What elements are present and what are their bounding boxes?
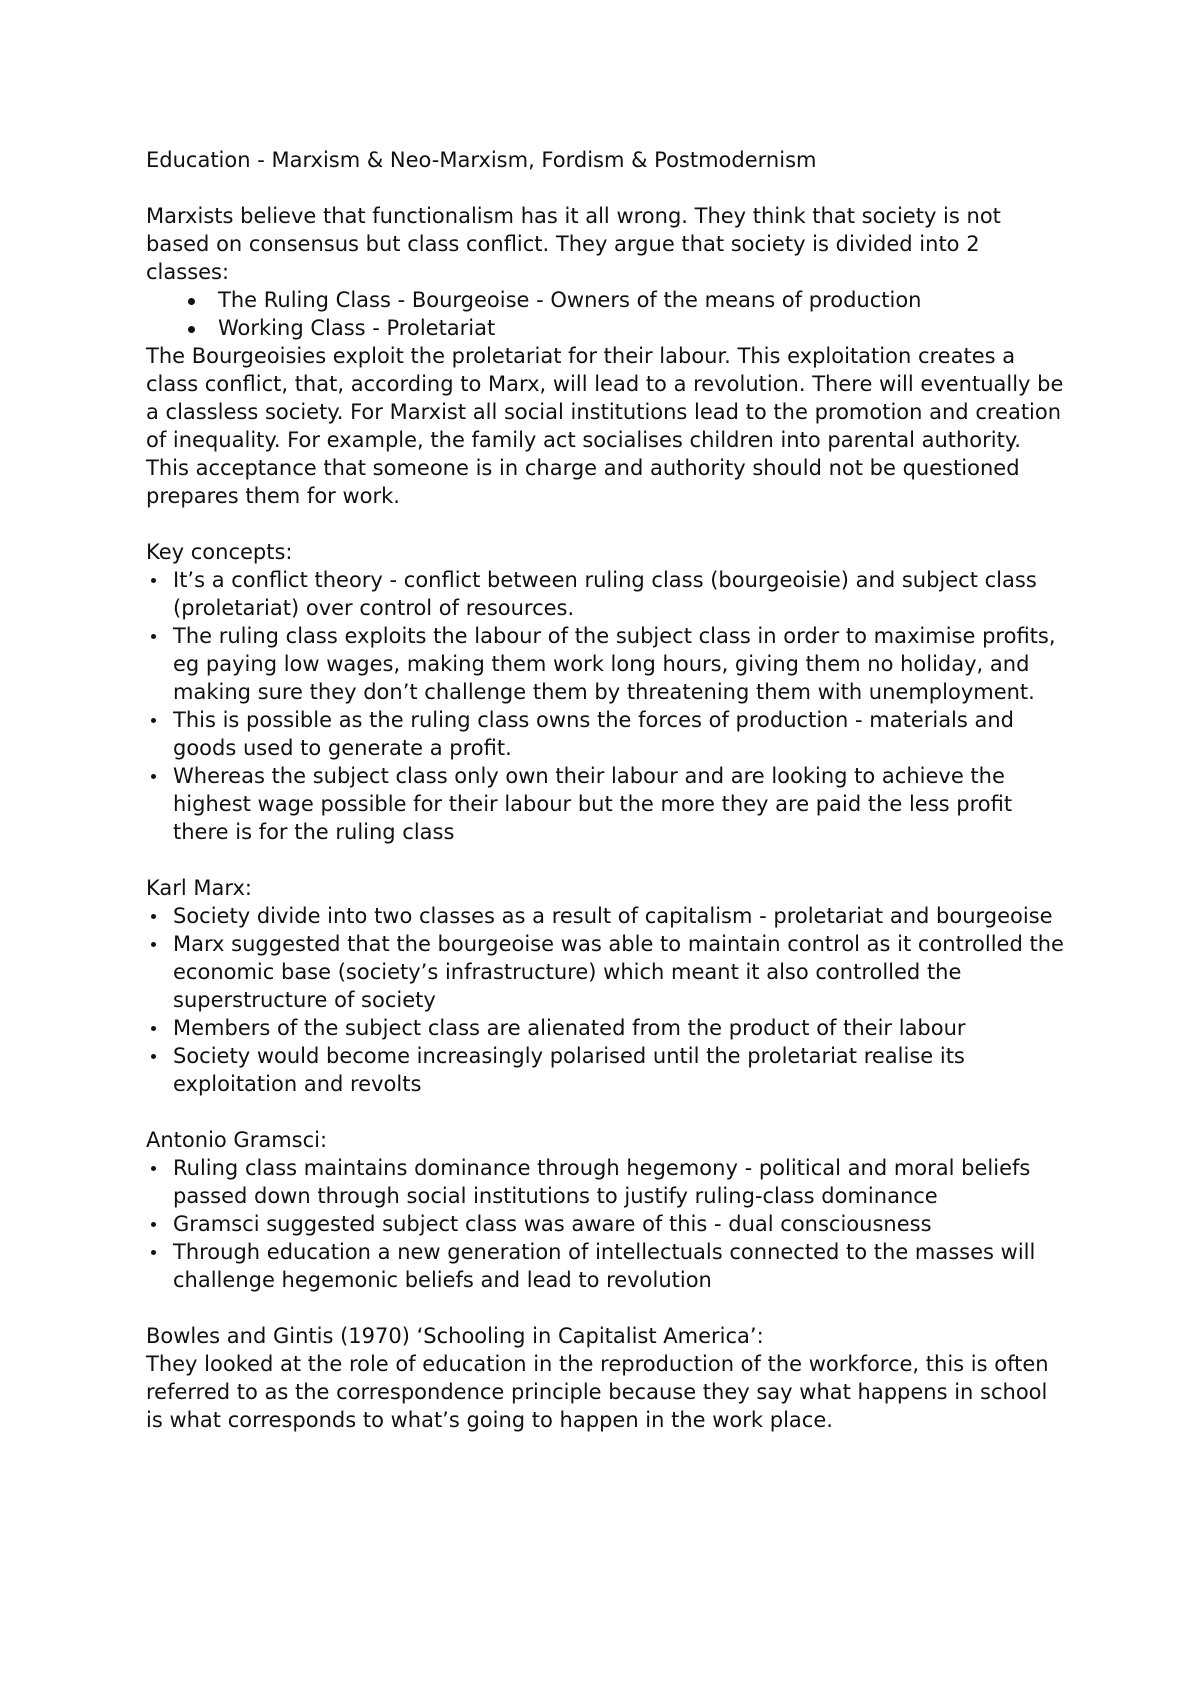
bullet-icon	[151, 1222, 156, 1227]
gramsci-text: Gramsci suggested subject class was aware of this - dual consciousness	[173, 1212, 932, 1236]
class-list-item	[146, 286, 1066, 314]
document-content	[146, 146, 1066, 1434]
gramsci-text: Ruling class maintains dominance through hegemony - political and moral beliefs passed down through social institutions to justify ruling-class dominance	[173, 1156, 1031, 1208]
gramsci-section	[146, 1126, 1066, 1294]
key-concept-text: It’s a conflict theory - conflict between ruling class (bourgeoisie) and subject class (proletariat) over control of resources.	[173, 568, 1037, 620]
exploitation-paragraph: The Bourgeoisies exploit the proletariat for their labour. This exploitation creates a class conflict, that, according to Marx, will lead to a revolution. There will eventually be a classless society. For Marxist all social institutions lead to the promotion and creation of inequality. For example, the family act socialises children into parental authority. This acceptance that someone is in charge and authority should not be questioned prepares them for work.	[146, 344, 1064, 508]
key-concept-item	[146, 762, 1066, 846]
bullet-icon	[151, 1026, 156, 1031]
gramsci-list	[146, 1154, 1066, 1294]
bullet-icon	[188, 326, 195, 333]
key-concept-text: This is possible as the ruling class owns the forces of production - materials and goods used to generate a profit.	[173, 708, 1015, 760]
bullet-icon	[151, 942, 156, 947]
key-concept-item	[146, 622, 1066, 706]
key-concepts-heading: Key concepts:	[146, 540, 293, 564]
key-concept-item	[146, 566, 1066, 622]
key-concepts-section	[146, 538, 1066, 846]
karl-marx-item	[146, 902, 1066, 930]
bullet-icon	[151, 1250, 156, 1255]
karl-marx-item	[146, 1042, 1066, 1098]
key-concept-text: The ruling class exploits the labour of the subject class in order to maximise profits, eg paying low wages, making them work long hours, giving them no holiday, and making sure they don’t challenge them by threatening them with unemployment.	[173, 624, 1056, 704]
class-list-item	[146, 314, 1066, 342]
bowles-gintis-heading: Bowles and Gintis (1970) ‘Schooling in Capitalist America’:	[146, 1324, 764, 1348]
karl-marx-item	[146, 930, 1066, 1014]
bowles-gintis-paragraph: They looked at the role of education in the reproduction of the workforce, this is often referred to as the correspondence principle because they say what happens in school is what corresponds to what’s going to happen in the work place.	[146, 1352, 1049, 1432]
bullet-icon	[151, 914, 156, 919]
gramsci-heading: Antonio Gramsci:	[146, 1128, 328, 1152]
key-concept-item	[146, 706, 1066, 762]
bullet-icon	[188, 298, 195, 305]
karl-marx-list	[146, 902, 1066, 1098]
bullet-icon	[151, 1054, 156, 1059]
gramsci-item	[146, 1238, 1066, 1294]
document-title: Education - Marxism & Neo-Marxism, Fordism & Postmodernism	[146, 148, 817, 172]
class-list-item-text: Working Class - Proletariat	[218, 316, 496, 340]
karl-marx-text: Marx suggested that the bourgeoise was able to maintain control as it controlled the economic base (society’s infrastructure) which meant it also controlled the superstructure of society	[173, 932, 1064, 1012]
gramsci-item	[146, 1210, 1066, 1238]
bullet-icon	[151, 1166, 156, 1171]
key-concept-text: Whereas the subject class only own their labour and are looking to achieve the highest wage possible for their labour but the more they are paid the less profit there is for the ruling class	[173, 764, 1013, 844]
karl-marx-section	[146, 874, 1066, 1098]
key-concepts-list	[146, 566, 1066, 846]
gramsci-text: Through education a new generation of intellectuals connected to the masses will challenge hegemonic beliefs and lead to revolution	[173, 1240, 1036, 1292]
karl-marx-item	[146, 1014, 1066, 1042]
class-list	[146, 286, 1066, 342]
karl-marx-text: Society would become increasingly polarised until the proletariat realise its exploitation and revolts	[173, 1044, 965, 1096]
karl-marx-text: Society divide into two classes as a result of capitalism - proletariat and bourgeoise	[173, 904, 1053, 928]
bullet-icon	[151, 578, 156, 583]
class-list-item-text: The Ruling Class - Bourgeoise - Owners of the means of production	[218, 288, 922, 312]
intro-paragraph: Marxists believe that functionalism has it all wrong. They think that society is not based on consensus but class conflict. They argue that society is divided into 2 classes:	[146, 204, 1001, 284]
karl-marx-text: Members of the subject class are alienated from the product of their labour	[173, 1016, 966, 1040]
bullet-icon	[151, 774, 156, 779]
bullet-icon	[151, 718, 156, 723]
gramsci-item	[146, 1154, 1066, 1210]
karl-marx-heading: Karl Marx:	[146, 876, 252, 900]
bowles-gintis-section	[146, 1322, 1066, 1434]
bullet-icon	[151, 634, 156, 639]
